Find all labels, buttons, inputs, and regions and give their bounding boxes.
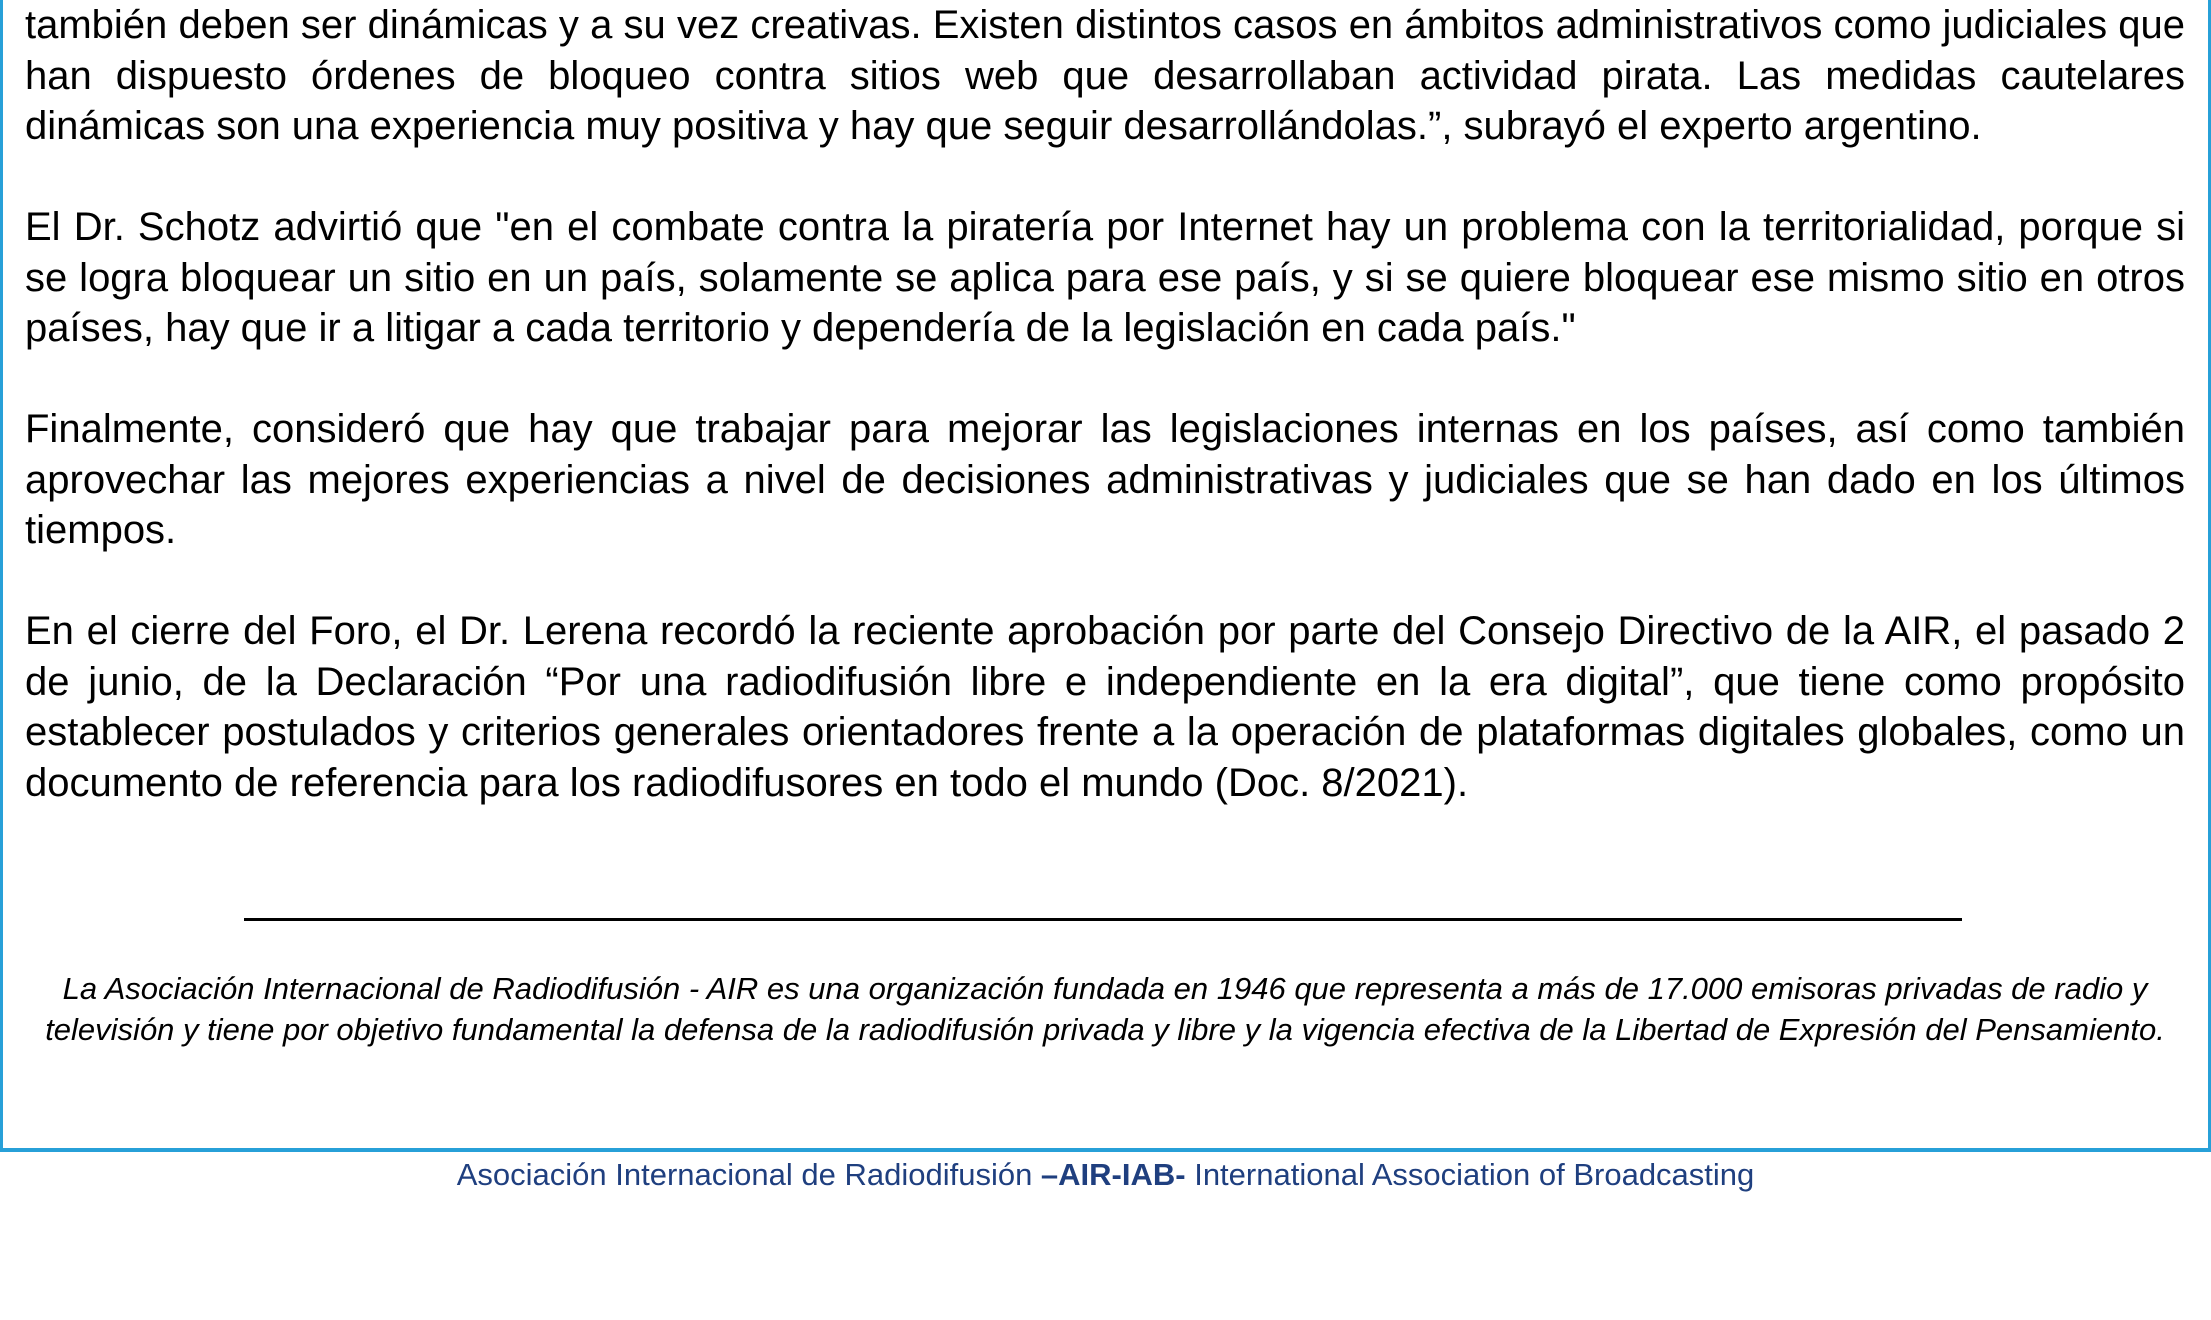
separator-rule bbox=[244, 918, 1962, 921]
organization-about-note: La Asociación Internacional de Radiodifusión - AIR es una organización fundada en 1946 que representa a más de 17.000 emisoras privadas de radio y televisión y tiene por objetivo fundamental la defensa de la radiodifusión privada y libre y la vigencia efectiva de la Libertad de Expresión del Pensamiento. bbox=[45, 971, 2165, 1047]
footer-acronym: –AIR-IAB- bbox=[1040, 1157, 1186, 1192]
page-footer bbox=[0, 1153, 2211, 1197]
article-paragraph: Finalmente, consideró que hay que trabajar para mejorar las legislaciones internas en los países, así como también aprovechar las mejores experiencias a nivel de decisiones administrativas y judiciales que se han dado en los últimos tiempos. bbox=[25, 407, 2185, 552]
footer-prefix: Asociación Internacional de Radiodifusión bbox=[456, 1157, 1041, 1192]
article-paragraph: El Dr. Schotz advirtió que "en el combate contra la piratería por Internet hay un problema con la territorialidad, porque si se logra bloquear un sitio en un país, solamente se aplica para ese país, y si se quiere bloquear ese mismo sitio en otros países, hay que ir a litigar a cada territorio y dependería de la legislación en cada país." bbox=[25, 205, 2185, 350]
footer-suffix: International Association of Broadcasting bbox=[1185, 1157, 1755, 1192]
article-body bbox=[25, 0, 2185, 859]
article-paragraph: también deben ser dinámicas y a su vez creativas. Existen distintos casos en ámbitos administrativos como judiciales que han dispuesto órdenes de bloqueo contra sitios web que desarrollaban actividad pirata. Las medidas cautelares dinámicas son una experiencia muy positiva y hay que seguir desarrollándolas.”, subrayó el experto argentino. bbox=[25, 3, 2185, 148]
article-paragraph: En el cierre del Foro, el Dr. Lerena recordó la reciente aprobación por parte del Consejo Directivo de la AIR, el pasado 2 de junio, de la Declaración “Por una radiodifusión libre e independiente en la era digital”, que tiene como propósito establecer postulados y criterios generales orientadores frente a la operación de plataformas digitales globales, como un documento de referencia para los radiodifusores en todo el mundo (Doc. 8/2021). bbox=[25, 609, 2185, 805]
